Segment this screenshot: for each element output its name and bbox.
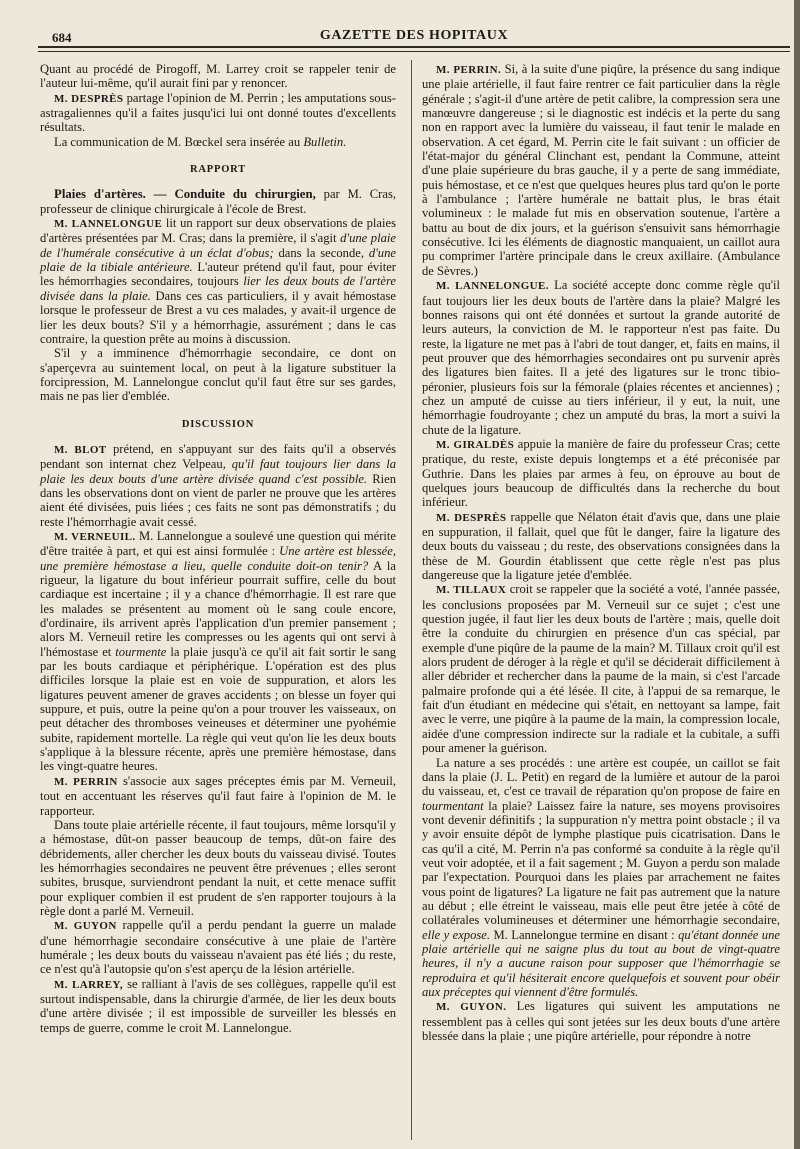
speaker-name: M. LANNELONGUE <box>54 218 163 231</box>
paragraph-text: Dans ces cas particuliers, il y avait hémostase lorsque le professeur de Brest a vu ces malades, y avait-il urgence de lier les deux bouts? S'il y a hémorrhagie, assurément ; dans le cas contraire, la question prête au moins à discussion. <box>40 288 396 346</box>
paragraph-text: s'associe aux sages préceptes émis par M. Verneuil, tout en accentuant les réserves qu'il faut faire à l'opinion de M. le rapporteur. <box>40 773 397 818</box>
paragraph <box>40 977 396 1035</box>
speaker-name: M. LANNELONGUE. <box>436 280 549 293</box>
header-rule-thick <box>38 46 790 48</box>
paragraph-text: la plaie? Laissez faire la nature, ses moyens provisoires vont devenir définitifs ; la suppuration n'y mettra point obstacle ; il va y avoir ensuite dépôt de lymphe plastique puis cicatrisation. Dans le cas qu'il a cité, M. Perrin n'a pas conformé sa conduite à la règle qu'il veut voir adoptée, et il a fait sagement ; M. Guyon a perdu son malade par l'expectation. Pourquoi dans les plaies par arrachement ne faites vous point de ligatures? La ligature ne fait pas autrement que la nature au début ; elle étreint le vaisseau, mais elle peut être jetée à côté de collatérales volumineuses et déterminer une hémorrhagie secondaire, <box>422 798 780 928</box>
paragraph-text: lit un rapport sur deux observations de plaies d'artères présentées par M. Cras; dans la première, il s'agit <box>40 216 397 246</box>
paragraph <box>422 510 780 583</box>
paragraph-text: rappelle que Nélaton était d'avis que, dans une plaie en suppuration, il fallait, quel que fût le danger, faire la ligature des deux bouts du vaisseau ; du reste, des observations consignées dans la thèse de M. Gourdin établissent que cette règle n'est pas plus dangereuse que la ligature jetée d'emblée. <box>422 509 780 583</box>
paragraph-text: M. Lannelongue termine en disant : <box>490 927 679 942</box>
paragraph-text: A la rigueur, la ligature du bout inférieur pourrait suffire, celle du bout cardiaque est incertaine ; il y a chance d'hémorrhagie. Il est rare que les malades se présentent au moment où le sang coule encore, d'ordinaire, ils arrivent après l'application d'un premier pansement ; alors M. Verneuil retire les compresses ou les agents qui ont servi à l'hémostase et <box>40 558 396 659</box>
paragraph <box>40 774 396 818</box>
italic-text: lier les deux bouts de l'artère divisée dans la plaie. <box>40 274 396 303</box>
column-divider <box>411 60 412 1140</box>
speaker-name: M. BLOT <box>54 443 107 456</box>
paragraph <box>40 216 396 346</box>
italic-text: elle y expose. <box>422 927 491 942</box>
left-column <box>40 62 396 1035</box>
paragraph <box>422 278 780 437</box>
speaker-name: M. DESPRÈS <box>54 92 124 105</box>
paragraph <box>40 187 396 216</box>
paragraph <box>422 437 780 510</box>
paragraph <box>40 91 396 135</box>
paragraph: Dans toute plaie artérielle récente, il faut toujours, même lorsqu'il y a hémostase, dût-on passer beaucoup de temps, dût-on faire des débridements, aller chercher les deux bouts du vaisseau divisé. Toutes les hémorrhagies secondaires ne peuvent être prévenues ; elles seront subites, brusque, surviendront pendant la nuit, et cette menace suffit pour expliquer combien il est prudent de s'en rapporter toujours à la règle dont a parlé M. Verneuil. <box>40 817 396 918</box>
header-rule-thin <box>38 51 790 52</box>
speaker-name: M. GUYON <box>54 920 117 933</box>
speaker-name: M. DESPRÈS <box>436 511 507 524</box>
paragraph <box>422 999 780 1043</box>
paragraph-text: croit se rappeler que la société a voté, l'année passée, les conclusions proposées par M. Verneuil sur ce sujet ; c'est une question jugée, il faut lier les deux bouts de l'artère ; mais, quelle doit être la conduite du chirurgien en présence d'un cas spécial, par exemple d'une piqûre de la paume de la main? M. Tillaux croit qu'il est alors prudent de déroger à la règle et qu'il se déciderait difficilement à aller débrider et rechercher dans la paume de la main, si c'est l'arcade palmaire profonde qui a été lésée. Il cite, à l'appui de sa remarque, le fait d'un étudiant en médecine qui s'était, en nettoyant sa lampe, fait avec le verre, une piqûre à la paume de la main, la compression locale, aidée d'une compression indirecte sur la radiale et la cubitale, a suffi pour amener la guérison. <box>422 582 781 756</box>
journal-title: GAZETTE DES HOPITAUX <box>319 28 509 43</box>
italic-text: tourmente <box>115 644 167 659</box>
paragraph <box>40 529 396 774</box>
paragraph: Quant au procédé de Pirogoff, M. Larrey croit se rappeler tenir de l'auteur lui-même, qu'il aurait fini par y renoncer. <box>40 62 396 91</box>
italic-text: d'une plaie de la tibiale antérieure. <box>40 245 396 275</box>
paragraph-text: partage l'opinion de M. Perrin ; les amputations sous-astragaliennes qu'il a faites jusqu'ici lui ont donné toutes d'excellents résultats. <box>40 90 396 135</box>
paragraph-text: appuie la manière de faire du professeur Cras; cette pratique, du reste, existe depuis longtemps et a été préconisée par Guthrie. Dans les plaies par armes à feu, on éprouve au bout de quelques jours beaucoup de difficultés dans la recherche du bout inférieur. <box>422 436 780 510</box>
italic-text: tourmentant <box>422 798 484 813</box>
paragraph <box>40 442 396 529</box>
paragraph-text: La nature a ses procédés : une artère est coupée, un caillot se fait dans la plaie (J. L. Petit) en regard de la lumière et autour de la paroi du vaisseau, et, c'est ce travail de réparation qu'on propose de faire en <box>422 755 780 799</box>
paragraph-text: Rien dans les observations dont on vient de parler ne prouve que les artères aient été divisées, puis liées ; ces faits ne sont pas démonstratifs ; du reste l'hémorrhagie avait cessé. <box>40 471 396 529</box>
section-heading-rapport: RAPPORT <box>190 164 246 176</box>
page-header <box>38 24 790 46</box>
paragraph-text: Si, à la suite d'une piqûre, la présence du sang indique une plaie artérielle, il faut faire rentrer ce fait particulier dans la règle générale ; s'agit-il d'une artère de petit calibre, la compression sera une manœuvre dangereuse ; si le diagnostic est indécis et la perte du sang non en rapport avec la lumière du vaisseau, il faut tenir le malade en observation. A cet égard, M. Perrin cite le fait suivant : un officier de l'état-major du général Clinchant est, pendant la Commune, atteint d'une plaie supérieure du bras gauche, il y a perte de sang immédiate, puis hémostase, et ce n'est que quelques heures plus tard qu'on le porte à l'ambulance ; l'artère humérale ne battait plus, le bras était volumineux : le malade fut mis en observation soutenue, l'artère a battu au bout de dix jours, et la guérison s'ensuivit sans hémorrhagie consécutive. Ici les éléments de diagnostic manquaient, un caillot aura pu comprimer l'artère principale dans le creux axillaire. (Ambulance de Sèvres.) <box>422 62 780 278</box>
paragraph-text: La communication de M. Bœckel sera insérée au <box>54 134 304 149</box>
paragraph-text: L'auteur prétend qu'il faut, pour éviter les hémorrhagies secondaires, toujours <box>40 260 396 289</box>
paragraph <box>422 582 780 755</box>
paragraph-text: prétend, en s'appuyant sur des faits qu'il a observés pendant son internat chez Velpeau, <box>40 441 396 472</box>
article-lead: Plaies d'artères. — Conduite du chirurgien, <box>54 187 316 202</box>
paragraph-text: M. Lannelongue a soulevé une question qui mérite d'être traitée à part, et qui est ainsi formulée : <box>40 528 396 559</box>
speaker-name: M. GIRALDÈS <box>436 438 515 451</box>
italic-text: qu'il faut toujours lier dans la plaie les deux bouts d'une artère divisée quand c'est possible. <box>40 457 396 486</box>
paragraph-text: se ralliant à l'avis de ses collègues, rappelle qu'il est surtout indispensable, dans la chirurgie d'armée, de lier les deux bouts d'une artère divisée ; il est impossible de surveiller les blessés en temps de guerre, comme le croit M. Lannelongue. <box>40 976 396 1035</box>
italic-text: qu'étant donnée une plaie artérielle qui ne saigne plus du tout au bout de vingt-quatre heures, il n'y a aucune raison pour supposer que l'hémorrhagie se reproduira et qu'il hésiterait encore quelquefois et souvent pour obéir aux préceptes qui viennent d'être formulés. <box>422 927 780 999</box>
speaker-name: M. PERRIN. <box>436 64 502 76</box>
paragraph <box>422 62 780 278</box>
italic-text: Bulletin. <box>303 134 347 149</box>
right-column <box>422 62 780 1043</box>
page-number: 684 <box>52 30 72 45</box>
speaker-name: M. PERRIN <box>54 775 118 788</box>
paragraph-text: La société accepte donc comme règle qu'il faut toujours lier les deux bouts de l'artère dans la plaie? Malgré les bonnes raisons qui ont été données et surtout la grande autorité de leurs auteurs, la conviction de M. le rapporteur n'est pas faite. Du reste, la ligature ne met pas à l'abri de tout danger, et, faits en mains, il peut prouver que des hémorrhagies secondaires ont pu survenir après des ligatures bien faites. Il a jeté des ligatures sur le tronc tibio-péronier, plusieurs fois sur la fémorale (plaies récentes et anciennes) ; chez un amputé de cuisse au tiers inférieur, il y eut, la nuit, une hémorrhagie foudroyante ; chez un amputé du bras, la mort a suivi la chute de la ligature. <box>422 278 781 437</box>
paragraph-text: la plaie jusqu'à ce qu'il ait fait sortir le sang par les bouts cardiaque et périphérique. L'opération est des plus difficiles lorsque la plaie est en voie de suppuration, et alors les ligatures peuvent amener de graves accidents ; on blesse un foyer qui suppure, et puis, outre la peine qu'on a pour trouver les vaisseaux, on peut détacher des thromboses veineuses et déterminer une pyohémie subite, rapidement mortelle. La règle qui veut qu'on lie les deux bouts s'applique à la blessure récente, après une première hémostase, dans les vingt-quatre heures. <box>40 644 396 774</box>
page-edge-shadow <box>794 0 800 1149</box>
paragraph-text: rappelle qu'il a perdu pendant la guerre un malade d'une hémorrhagie secondaire consécutive à une plaie de l'artère humérale ; les deux bouts du vaisseau n'avaient pas été liés ; du reste, ce n'est qu'à l'autopsie qu'on s'est aperçu de la lésion artérielle. <box>40 918 396 977</box>
paragraph <box>40 135 396 149</box>
speaker-name: M. GUYON. <box>436 1001 507 1014</box>
section-heading-discussion: DISCUSSION <box>181 418 255 430</box>
paragraph <box>422 756 780 1000</box>
speaker-name: M. TILLAUX <box>436 584 507 597</box>
paragraph: S'il y a imminence d'hémorrhagie secondaire, ce dont on s'aperçevra au suintement local, on peut à la ligature substituer la forcipression, M. Lannelongue conclut qu'il faut être sur ses gardes, mais ne pas lier d'emblée. <box>40 346 396 404</box>
italic-text: d'une plaie de l'humérale consécutive à un éclat d'obus; <box>40 231 396 260</box>
paragraph-text: par M. Cras, professeur de clinique chirurgicale à l'école de Brest. <box>40 187 397 216</box>
speaker-name: M. VERNEUIL. <box>54 530 136 543</box>
paragraph-text: dans la seconde, <box>273 245 369 260</box>
paragraph <box>40 918 396 976</box>
paragraph-text: Les ligatures qui suivent les amputations ne ressemblent pas à celles qui sont jetées sur les deux bouts d'une artère blessée dans la plaie ; une piqûre artérielle, pour répondre à notre <box>422 999 780 1044</box>
italic-text: Une artère est blessée, une première hémostase a lieu, quelle conduite doit-on tenir? <box>40 544 396 573</box>
speaker-name: M. LARREY, <box>54 978 124 991</box>
